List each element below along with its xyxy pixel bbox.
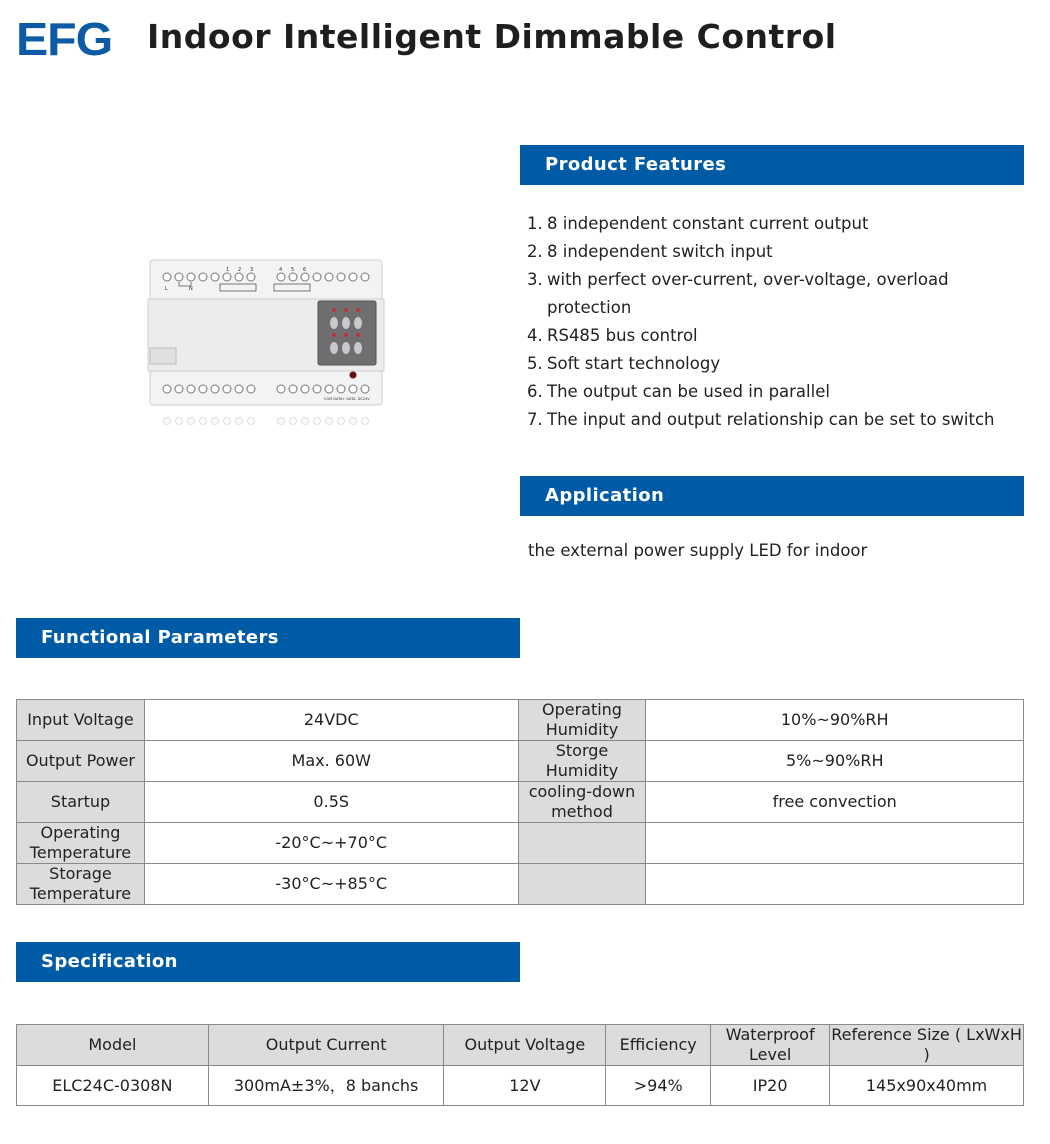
table-row [17,823,1024,864]
param-value [646,864,1024,905]
param-label: Startup [17,782,145,823]
param-value: -20°C~+70°C [144,823,518,864]
param-value: 10%~90%RH [646,700,1024,741]
feature-item: 1. 8 independent constant current output [527,214,869,233]
table-header-row [17,1025,1024,1066]
table-row [17,782,1024,823]
param-label: cooling-down method [518,782,646,823]
param-value: 0.5S [144,782,518,823]
param-value: 5%~90%RH [646,741,1024,782]
spec-header: Output Current [208,1025,444,1066]
feature-item: 5. Soft start technology [527,354,721,373]
param-label: Storage Temperature [17,864,145,905]
table-row [17,1066,1024,1106]
feature-list [527,210,1027,434]
spec-cell: >94% [606,1066,711,1106]
spec-cell: 145x90x40mm [830,1066,1024,1106]
param-label: Storge Humidity [518,741,646,782]
spec-header: Waterproof Level [711,1025,830,1066]
spec-header: Reference Size ( LxWxH ) [831,1025,1022,1064]
spec-header: Model [17,1025,209,1066]
feature-item: 4. RS485 bus control [527,326,698,345]
device-label-n: N [189,286,193,292]
feature-item: 3. with perfect over-current, over-voltage, overload protection [527,270,949,317]
param-value: 24VDC [144,700,518,741]
functional-parameters-table [16,699,1024,905]
param-label [518,823,646,864]
param-value: -30°C~+85°C [144,864,518,905]
application-text: the external power supply LED for indoor [528,541,868,560]
section-specification: Specification [16,942,520,982]
spec-cell: IP20 [711,1066,830,1106]
device-label-l: L [165,286,168,292]
device-num-5: 5 [291,267,295,273]
device-num-1: 1 [226,267,230,273]
section-functional-parameters: Functional Parameters [16,618,520,658]
param-label [518,864,646,905]
table-row [17,700,1024,741]
device-num-4: 4 [279,267,283,273]
spec-header: Efficiency [606,1025,711,1066]
page-title: Indoor Intelligent Dimmable Control [147,17,837,56]
section-product-features: Product Features [520,145,1024,185]
product-image [145,255,385,430]
feature-item: 2. 8 independent switch input [527,242,773,261]
device-bottom-label: COM DATA+ DATA- DC24V [324,397,370,401]
spec-cell: 300mA±3%，8 banchs [208,1066,444,1106]
device-num-6: 6 [303,267,307,273]
param-value: Max. 60W [144,741,518,782]
table-row [17,864,1024,905]
param-value [646,823,1024,864]
specification-table [16,1024,1024,1106]
device-num-2: 2 [238,267,242,273]
spec-cell: 12V [444,1066,606,1106]
device-num-3: 3 [250,267,254,273]
param-label: Output Power [17,741,145,782]
feature-item: 7. The input and output relationship can be set to switch [527,410,995,429]
table-row [17,741,1024,782]
param-label: Operating Temperature [17,823,145,864]
param-value: free convection [646,782,1024,823]
spec-header: Output Voltage [444,1025,606,1066]
feature-item: 6. The output can be used in parallel [527,382,830,401]
section-application: Application [520,476,1024,516]
spec-cell: ELC24C-0308N [17,1066,209,1106]
param-label: Input Voltage [17,700,145,741]
param-label: Operating Humidity [518,700,646,741]
brand-logo: EFG [16,13,113,65]
